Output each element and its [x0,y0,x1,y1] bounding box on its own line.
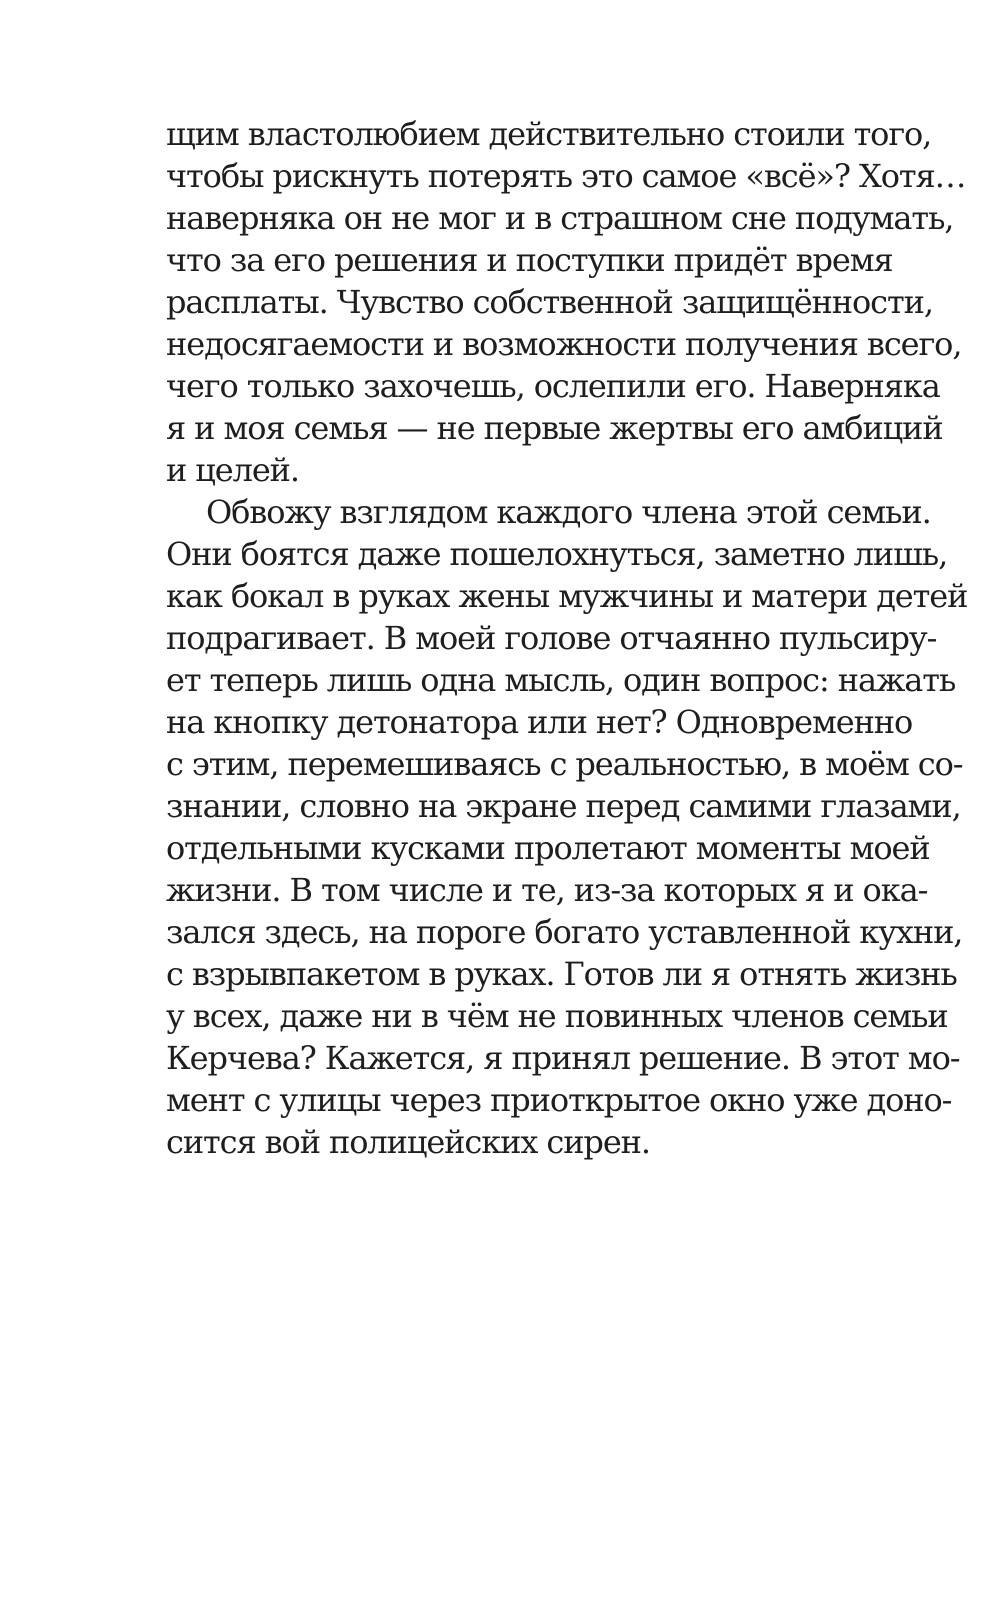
text-line: расплаты. Чувство собственной защищённости, [166,283,933,321]
text-line: что за его решения и поступки придёт время [166,241,893,279]
text-line: Они боятся даже пошелохнуться, заметно лишь, [166,535,948,573]
text-line: я и моя семья — не первые жертвы его амбиций [166,409,943,447]
text-line: Обвожу взглядом каждого члена этой семьи. [206,493,931,531]
text-line: с взрывпакетом в руках. Готов ли я отнять жизнь [166,955,957,993]
text-line: наверняка он не мог и в страшном сне подумать, [166,199,954,237]
text-line: у всех, даже ни в чём не повинных членов семьи [166,997,948,1035]
text-line: недосягаемости и возможности получения всего, [166,325,962,363]
text-line: на кнопку детонатора или нет? Одновременно [166,703,913,741]
text-line: щим властолюбием действительно стоили того, [166,115,932,153]
text-line: Керчева? Кажется, я принял решение. В этот мо- [166,1039,960,1077]
text-line: подрагивает. В моей голове отчаянно пульсиру- [166,619,937,657]
body-text [166,113,968,1163]
text-line: знании, словно на экране перед самими глазами, [166,787,961,825]
paragraph-2 [166,491,968,1163]
text-line: чего только захочешь, ослепили его. Наверняка [166,367,940,405]
text-line: мент с улицы через приоткрытое окно уже доно- [166,1081,952,1119]
paragraph-1 [166,113,966,491]
text-line: отдельными кусками пролетают моменты моей [166,829,930,867]
text-line: жизни. В том числе и те, из-за которых я и ока- [166,871,928,909]
text-line: зался здесь, на пороге богато уставленной кухни, [166,913,963,951]
text-line: сится вой полицейских сирен. [166,1123,650,1161]
text-line: ет теперь лишь одна мысль, один вопрос: нажать [166,661,956,699]
text-line: с этим, перемешиваясь с реальностью, в моём со- [166,745,963,783]
text-line: и целей. [166,451,299,489]
text-line: как бокал в руках жены мужчины и матери детей [166,577,968,615]
text-line: чтобы рискнуть потерять это самое «всё»? Хотя… [166,157,966,195]
